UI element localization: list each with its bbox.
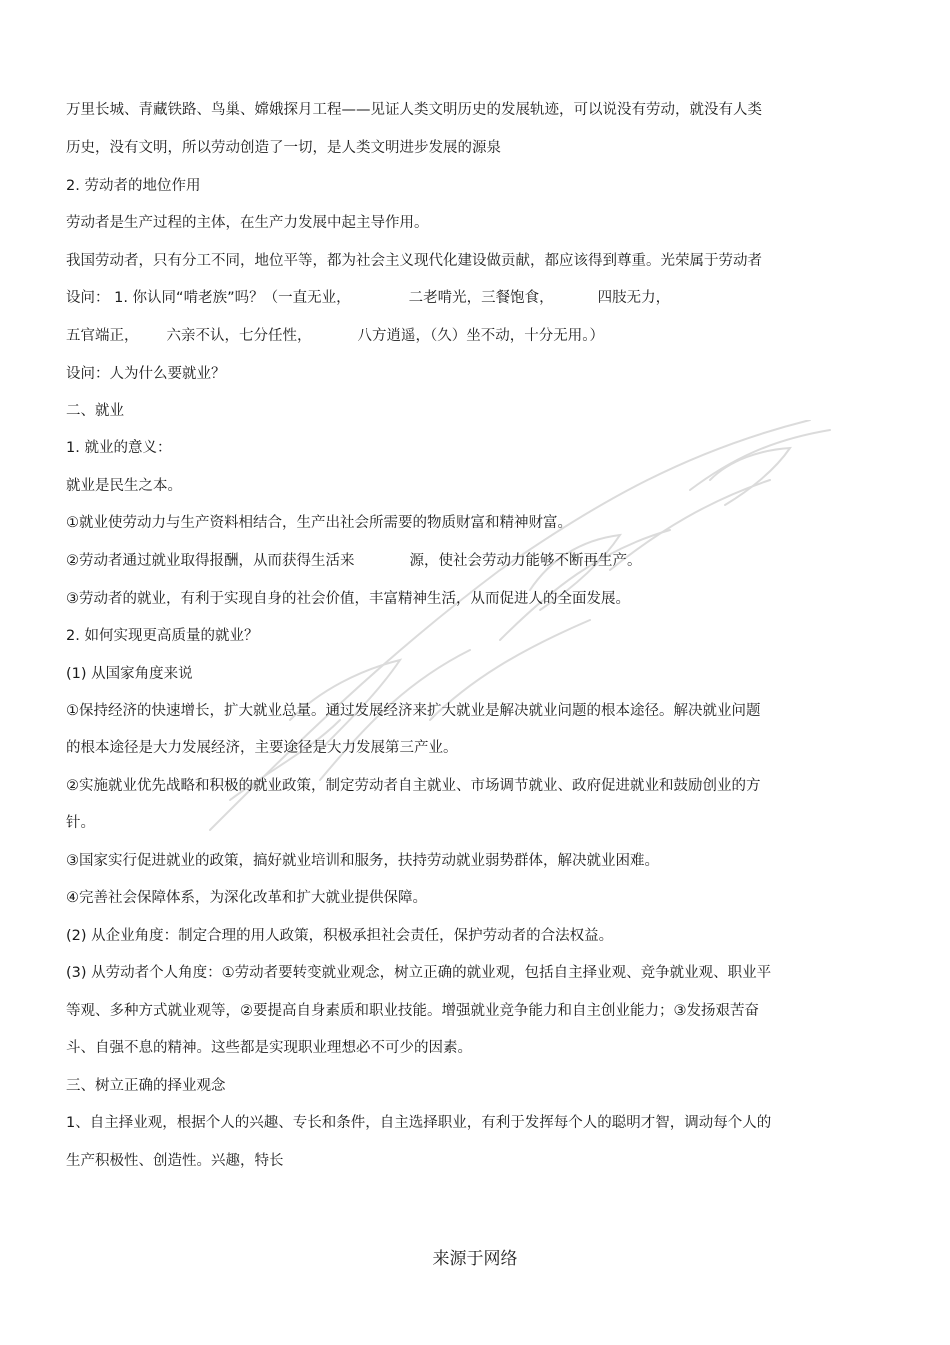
text-line: ③国家实行促进就业的政策，搞好就业培训和服务，扶持劳动就业弱势群体，解决就业困难。	[66, 853, 659, 869]
text-line: (1) 从国家角度来说	[66, 666, 193, 682]
text-line: 我国劳动者，只有分工不同，地位平等，都为社会主义现代化建设做贡献，都应该得到尊重。光荣属于劳动者	[66, 253, 762, 269]
text-line: 生产积极性、创造性。兴趣，特长	[66, 1153, 284, 1169]
text-line: 劳动者是生产过程的主体，在生产力发展中起主导作用。	[66, 215, 429, 231]
text-line: 的根本途径是大力发展经济，主要途径是大力发展第三产业。	[66, 740, 458, 756]
text-line: ④完善社会保障体系，为深化改革和扩大就业提供保障。	[66, 890, 427, 906]
text-line: 就业是民生之本。	[66, 478, 182, 494]
text-line: ③劳动者的就业，有利于实现自身的社会价值，丰富精神生活，从而促进人的全面发展。	[66, 591, 630, 607]
text-line: 斗、自强不息的精神。这些都是实现职业理想必不可少的因素。	[66, 1040, 472, 1056]
question-part: 八方逍遥，（久）坐不动，十分无用。）	[357, 328, 604, 344]
section-heading-employment: 二、就业	[66, 403, 124, 419]
text-line	[66, 551, 642, 571]
text-line: 万里长城、青藏铁路、鸟巢、嫦娥探月工程——见证人类文明历史的发展轨迹，可以说没有劳动，就没有人类	[66, 102, 762, 118]
text-line: ①保持经济的快速增长，扩大就业总量。通过发展经济来扩大就业是解决就业问题的根本途径。解决就业问题	[66, 703, 761, 719]
text-line: 设问：人为什么要就业？	[66, 366, 226, 382]
question-line-1	[66, 288, 670, 308]
subheading: 1. 就业的意义：	[66, 440, 172, 456]
page-footer: 来源于网络	[432, 1249, 518, 1269]
section-heading-career-view: 三、树立正确的择业观念	[66, 1078, 226, 1094]
text-line: 历史，没有文明，所以劳动创造了一切，是人类文明进步发展的源泉	[66, 140, 501, 156]
question-part: 二老啃光，三餐饱食，	[408, 290, 554, 306]
text-line: 1、自主择业观，根据个人的兴趣、专长和条件，自主选择职业，有利于发挥每个人的聪明才智，调动每个人的	[66, 1115, 772, 1131]
text-line: (3) 从劳动者个人角度：①劳动者要转变就业观念，树立正确的就业观，包括自主择业观、竞争就业观、职业平	[66, 965, 772, 981]
question-line-2	[66, 326, 604, 346]
text-line: (2) 从企业角度：制定合理的用人政策，积极承担社会责任，保护劳动者的合法权益。	[66, 928, 614, 944]
heading-2-worker-role: 2. 劳动者的地位作用	[66, 178, 201, 194]
question-part: 四肢无力，	[597, 290, 671, 306]
subheading: 2. 如何实现更高质量的就业？	[66, 628, 259, 644]
text-line: ①就业使劳动力与生产资料相结合，生产出社会所需要的物质财富和精神财富。	[66, 515, 572, 531]
text-line: ②实施就业优先战略和积极的就业政策，制定劳动者自主就业、市场调节就业、政府促进就业和鼓励创业的方	[66, 778, 761, 794]
question-part: 六亲不认，七分任性，	[166, 328, 312, 344]
text-line: 等观、多种方式就业观等，②要提高自身素质和职业技能。增强就业竞争能力和自主创业能力；③发扬艰苦奋	[66, 1003, 759, 1019]
question-part: 五官端正，	[66, 328, 139, 344]
question-part: 设问： 1. 你认同“啃老族”吗？（一直无业，	[66, 290, 351, 306]
text-part: 源，使社会劳动力能够不断再生产。	[409, 553, 642, 569]
text-line: 针。	[66, 815, 95, 831]
text-part: ②劳动者通过就业取得报酬，从而获得生活来	[66, 553, 355, 569]
